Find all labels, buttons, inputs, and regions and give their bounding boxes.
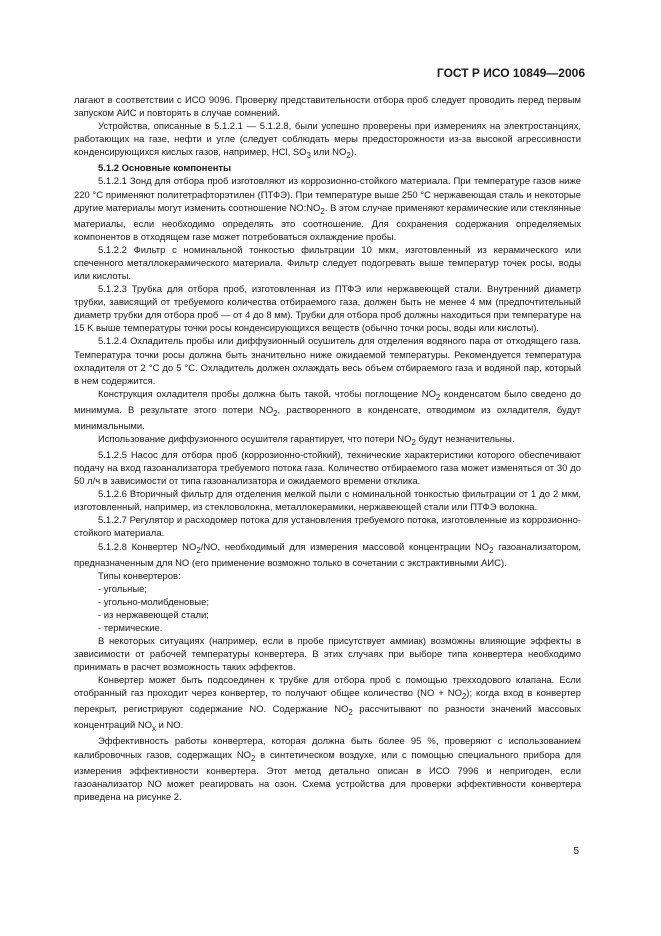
paragraph-p09: Использование диффузионного осушителя гарантирует, что потери $NO_2$ будут незначительны. <box>98 433 515 447</box>
paragraph-p19: В некоторых ситуациях (например, если в пробе присутствует аммиак) возможны влияющие эффекты в зависимости от рабочей температуры конвертера. В этих случаях при выборе типа конвертера необходимо принимать в расчет возможность таких эффектов. <box>74 636 581 674</box>
paragraph-p18: - термические. <box>98 623 163 634</box>
paragraph-p11: 5.1.2.6 Вторичный фильтр для отделения мелкой пыли с номинальной тонкостью фильтрации от 1 до 2 мкм, изготовленный, например, из стекловолокна, металлокерамики, нержавеющей стали или ПТФЭ волокна. <box>74 489 581 514</box>
paragraph-p12: 5.1.2.7 Регулятор и расходомер потока для установления требуемого потока, изготовленные из коррозионно-стойкого материала. <box>74 515 581 540</box>
paragraph-p07: 5.1.2.4 Охладитель пробы или диффузионный осушитель для отделения водяного пара от отходящего газа. Температура точки росы должна быть значительно ниже ожидаемой температуры. Рекомендуется температура охладителя от 2 °С до 5 °С. Охладитель должен охлаждать весь объем отбираемого газа и водяной пар, который в нем содержится. <box>74 336 581 387</box>
paragraph-p13: 5.1.2.8 Конвертер $NO_2/NO$, необходимый для измерения массовой концентрации $NO_2$ газоанализатором, предназначенным для NO (его применение возможно только в сочетании с экстрактивными АИС). <box>74 541 581 569</box>
paragraph-p05: 5.1.2.2 Фильтр с номинальной тонкостью фильтрации 10 мкм, изготовленный из керамического или спеченного металлокерамического материала. Фильтр следует подогревать выше температур точек росы, воды или кислоты. <box>74 244 581 282</box>
document-body <box>74 94 581 804</box>
paragraph-p04: 5.1.2.1 Зонд для отбора проб изготовляют из коррозионно-стойкого материала. При температуре газов ниже 220 °С применяют политетрафторэтилен (ПТФЭ). При температуре выше 250 °С нержавеющая сталь и некоторые другие материалы могут изменить соотношение $NO:NO_2$. В этом случае применяют керамические или стеклянные материалы, если необходимо определять это соотношение. Для сохранения содержания определяемых компонентов в отходящем газе может потребоваться охлаждение пробы. <box>74 176 581 243</box>
paragraph-p03: 5.1.2 Основные компоненты <box>98 163 232 175</box>
paragraph-p10: 5.1.2.5 Насос для отбора проб (коррозионно-стойкий), технические характеристики которого обеспечивают подачу на вход газоанализатора требуемого потока газа. Количество отбираемого газа может изменяться от 30 до 50 л/ч в зависимости от типа газоанализатора и ожидаемого времени отклика. <box>74 449 581 488</box>
page-number: 5 <box>573 846 579 857</box>
paragraph-p02: Устройства, описанные в 5.1.2.1 — 5.1.2.8, были успешно проверены при измерениях на электростанциях, работающих на газе, нефти и угле (следует соблюдать меры предосторожности из-за высокой агрессивности конденсирующихся кислых газов, например, HCl, $SO_3$ или $NO_2$). <box>74 121 581 161</box>
paragraph-p14: Типы конвертеров: <box>98 570 181 582</box>
paragraph-p17: - из нержавеющей стали; <box>98 609 209 621</box>
paragraph-p16: - угольно-молибденовые; <box>98 596 209 608</box>
paragraph-p21: Эффективность работы конвертера, которая должна быть более 95 %, проверяют с использованием калибровочных газов, содержащих $NO_2$ в синтетическом воздухе, или с помощью специального прибора для измерения эффективности конвертера. Этот метод детально описан в ИСО 7996 и непригоден, если газоанализатор NO может реагировать на озон. Схема устройства для проверки эффективности конвертера приведена на рисунке 2. <box>74 736 581 803</box>
document-header: ГОСТ Р ИСО 10849—2006 <box>436 66 585 80</box>
paragraph-p01: лагают в соответствии с ИСО 9096. Проверку представительности отбора проб следует проводить перед первым запуском АИС и повторять в случае сомнений. <box>74 95 581 120</box>
paragraph-p08: Конструкция охладителя пробы должна быть такой, чтобы поглощение $NO_2$ конденсатом было сведено до минимума. В результате этого потери $NO_2$, растворенного в конденсате, отводимом из охладителя, будут минимальными. <box>74 388 581 432</box>
paragraph-p06: 5.1.2.3 Трубка для отбора проб, изготовленная из ПТФЭ или нержавеющей стали. Внутренний диаметр трубки, зависящий от требуемого количества отбираемого газа, должен быть не менее 4 мм (предпочтительный диаметр трубки для отбора проб — от 4 до 8 мм). Трубки для отбора проб должны находиться при температуре на 15 K выше температуры точки росы конденсирующихся веществ (обычно точки росы, воды или кислоты). <box>74 284 581 335</box>
paragraph-p15: - угольные; <box>98 583 148 595</box>
paragraph-p20: Конвертер может быть подсоединен к трубке для отбора проб с помощью трехходового клапана. Если отобранный газ проходит через конвертер, то получают общее количество $(NO + NO_2)$; когда вход в конвертер перекрыт, регистрируют содержание NO. Содержание $NO_2$ рассчитывают по разности значений массовых концентраций $NO_x$ и NO. <box>74 675 581 734</box>
